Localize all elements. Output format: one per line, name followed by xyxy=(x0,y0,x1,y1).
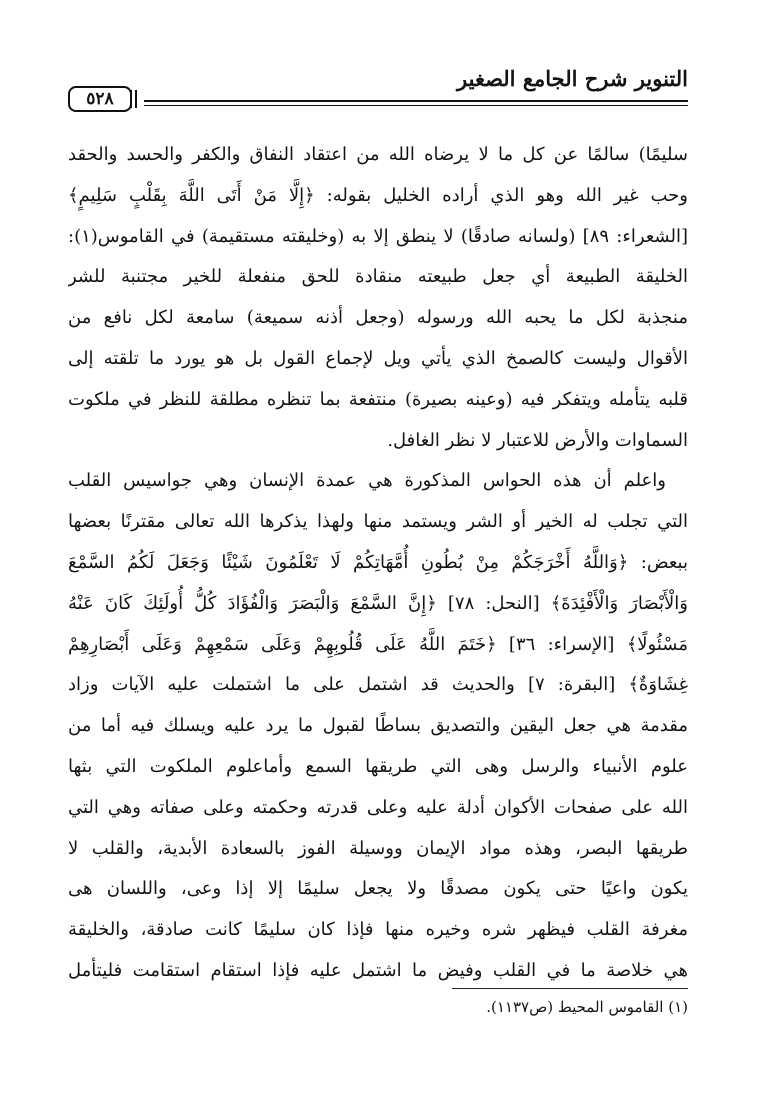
footnote-rule xyxy=(452,988,688,989)
text-line: مغرفة القلب فيظهر شره وخيره منها فإذا كان سليمًا كانت صادقة، والخليقة xyxy=(68,919,688,941)
text-line: مقدمة هي جعل اليقين والتصديق بساطًا لقبول ما يرد عليه ويسلك فيه أما من xyxy=(68,715,688,737)
text-line: [الشعراء: ٨٩] (ولسانه صادقًا) لا ينطق إلا به (وخليقته مستقيمة) في القاموس(١): xyxy=(68,225,688,247)
text-line: السماوات والأرض للاعتبار لا نظر الغافل. xyxy=(387,429,688,451)
text-line: هي خلاصة ما في القلب وفيض ما اشتمل عليه فإذا استقام استقامت فليتأمل xyxy=(68,959,688,981)
text-line: غِشَاوَةٌ﴾ [البقرة: ٧] والحديث قد اشتمل على ما اشتملت عليه الآيات وزاد xyxy=(68,674,688,696)
text-line: سليمًا) سالمًا عن كل ما لا يرضاه الله من اعتقاد النفاق والكفر والحسد والحقد xyxy=(68,144,688,165)
text-line: واعلم أن هذه الحواس المذكورة هي عمدة الإنسان وهي جواسيس القلب xyxy=(68,470,666,492)
text-line: قلبه يتأمله ويتفكر فيه (وعينه بصيرة) منتفعة بما تنظره مطلقة للنظر في ملكوت xyxy=(68,388,688,410)
header-rule xyxy=(144,100,688,102)
text-line: علوم الأنبياء والرسل وهى التي طريقها السمع وأماعلوم الملكوت التي بثها xyxy=(68,755,688,777)
text-line: الخليقة الطبيعة أي جعل طبيعته منقادة للحق منفعلة للخير مجتنبة للشر xyxy=(68,266,688,288)
text-line: طريقها البصر، وهذه مواد الإيمان ووسيلة الفوز بالسعادة الأبدية، والقلب لا xyxy=(68,837,688,859)
page-header xyxy=(68,66,688,114)
text-line: يكون واعيًا حتى يكون مصدقًا ولا يجعل سليمًا إلا إذا وعى، واللسان هى xyxy=(68,878,688,900)
text-line: منجذبة لكل ما يحبه الله ورسوله (وجعل أذنه سميعة) سامعة لكل نافع من xyxy=(68,307,688,329)
page-number: ٥٢٨ xyxy=(68,86,132,112)
text-line: ببعض: ﴿وَاللَّهُ أَخْرَجَكُمْ مِنْ بُطُونِ أُمَّهَاتِكُمْ لَا تَعْلَمُونَ شَيْئًا وَجَعَلَ لَكُمُ السَّمْعَ xyxy=(68,551,688,573)
footnote: (١) القاموس المحيط (ص١١٣٧). xyxy=(486,998,688,1016)
body-text xyxy=(68,135,688,992)
text-line: التي تجلب له الخير أو الشر ويستمد منها ولهذا يذكرها الله تعالى مقترنًا بعضها xyxy=(68,511,688,533)
text-line: مَسْئُولًا﴾ [الإسراء: ٣٦] ﴿خَتَمَ اللَّهُ عَلَى قُلُوبِهِمْ وَعَلَى سَمْعِهِمْ وَعَلَى أَبْصَارِهِمْ xyxy=(68,633,688,655)
text-line: الأقوال وليست كالصمخ الذي يأتي ويل لإجماع القول بل هو يورد ما تلقته إلى xyxy=(68,347,688,369)
text-line: وحب غير الله وهو الذي أراده الخليل بقوله: ﴿إِلَّا مَنْ أَتَى اللَّهَ بِقَلْبٍ سَلِيمٍ﴾ xyxy=(68,184,688,206)
text-line: وَالْأَبْصَارَ وَالْأَفْئِدَةَ﴾ [النحل: ٧٨] ﴿إِنَّ السَّمْعَ وَالْبَصَرَ وَالْفُؤَادَ كُلُّ أُولَئِكَ كَانَ عَنْهُ xyxy=(68,592,688,614)
book-title: التنوير شرح الجامع الصغير xyxy=(457,66,688,91)
text-line: الله على صفحات الأكوان أدلة عليه وعلى قدرته وحكمته وعلى صفاته وهي التي xyxy=(68,796,688,818)
